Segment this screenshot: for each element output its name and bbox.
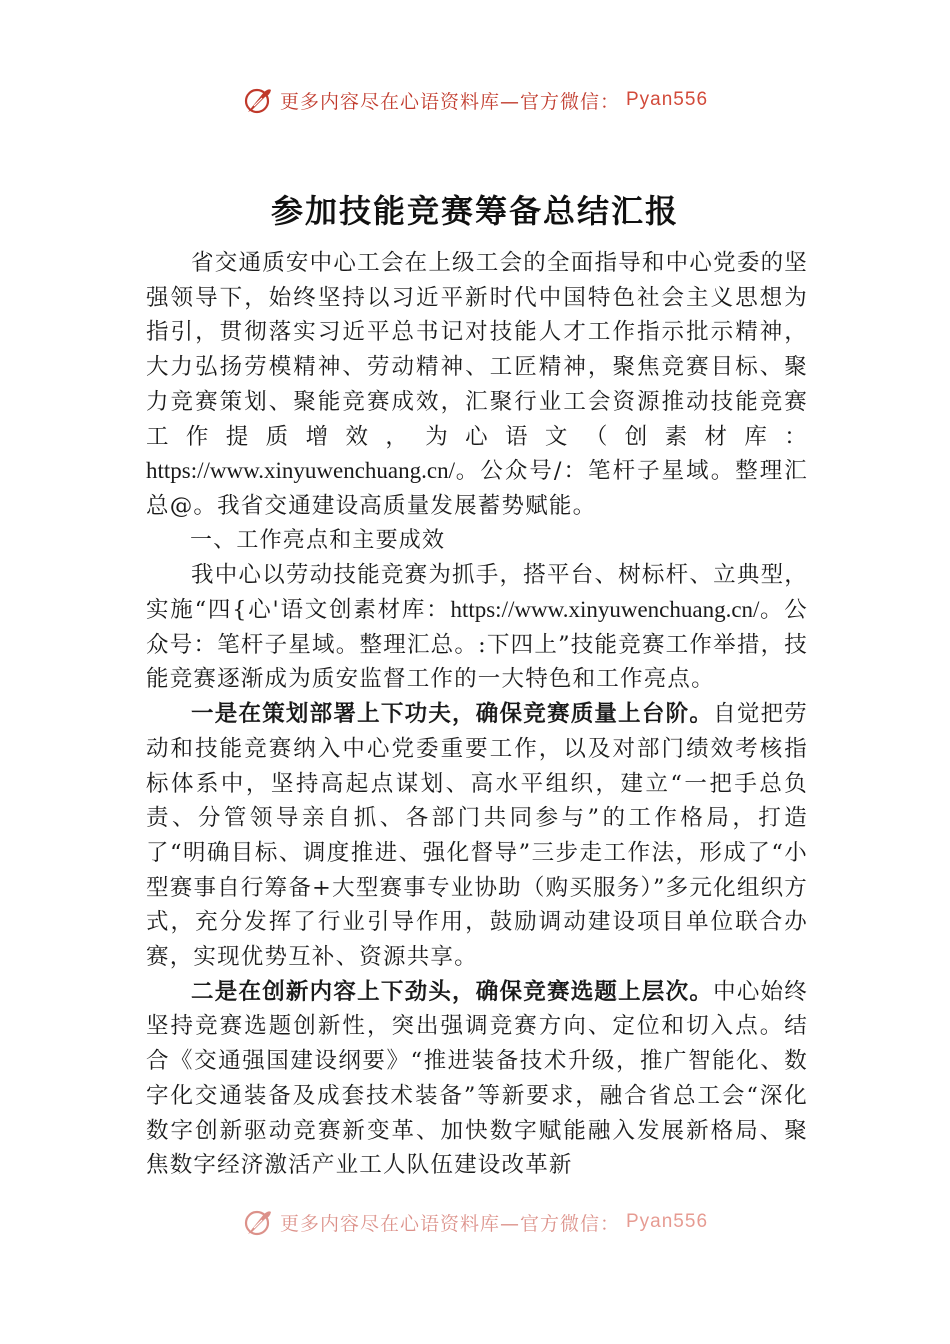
document-title: 参加技能竞赛筹备总结汇报 <box>270 192 679 230</box>
paragraph-highlights-text: 我中心以劳动技能竞赛为抓手，搭平台、树标杆、立典型，实施“四{心'语文创素材库： <box>146 562 808 624</box>
quill-logo-icon <box>242 1206 274 1238</box>
paragraph-highlights-tail: 。公众号：笔杆子星域。整理汇总。:下四上”技能竞赛工作举措，技能竞赛逐渐成为质安监督工作的一大特色和工作亮点。 <box>146 597 808 693</box>
footer-watermark-text: 更多内容尽在心语资料库—官方微信： <box>279 1212 620 1235</box>
paragraph-intro-tail: 。公众号/：笔杆子星域。整理汇总@。我省交通建设高质量发展蓄势赋能。 <box>146 458 808 519</box>
document-body <box>146 246 808 1216</box>
point-1-lead: 一是在策划部署上下功夫，确保竞赛质量上台阶。 <box>191 701 714 728</box>
paragraph-highlights <box>146 558 808 697</box>
watermark-wechat-id: Pyan556 <box>626 89 709 110</box>
point-2-lead: 二是在创新内容上下劲头，确保竞赛选题上层次。 <box>191 978 714 1005</box>
footer-watermark <box>0 1206 950 1238</box>
paragraph-point-1 <box>146 697 808 975</box>
footer-watermark-wechat-id: Pyan556 <box>626 1211 709 1232</box>
section-heading-1: 一、工作亮点和主要成效 <box>190 527 446 553</box>
point-1-body: 自觉把劳动和技能竞赛纳入中心党委重要工作，以及对部门绩效考核指标体系中，坚持高起点谋划、高水平组织，建立“一把手总负责、分管领导亲自抓、各部门共同参与”的工作格局，打造了“明确目标、调度推进、强化督导”三步走工作法，形成了“小型赛事自行筹备+大型赛事专业协助（购买服务）”多元化组织方式，充分发挥了行业引导作用，鼓励调动建设项目单位联合办赛，实现优势互补、资源共享。 <box>146 701 808 971</box>
header-watermark <box>0 84 950 116</box>
quill-logo-icon <box>242 84 274 116</box>
paragraph-intro <box>146 246 808 524</box>
point-2-body: 中心始终坚持竞赛选题创新性，突出强调竞赛方向、定位和切入点。结合《交通强国建设纲要》“推进装备技术升级，推广智能化、数字化交通装备及成套技术装备”等新要求，融合省总工会“深化数字创新驱动竞赛新变革、加快数字赋能融入发展新格局、聚焦数字经济激活产业工人队伍建设改革新 <box>146 978 808 1179</box>
paragraph-intro-url: https://www.xinyuwenchuang.cn/ <box>146 458 455 484</box>
watermark-text: 更多内容尽在心语资料库—官方微信： <box>279 90 620 113</box>
paragraph-point-2 <box>146 975 808 1183</box>
paragraph-highlights-url: https://www.xinyuwenchuang.cn/ <box>450 597 760 623</box>
paragraph-intro-text: 省交通质安中心工会在上级工会的全面指导和中心党委的坚强领导下，始终坚持以习近平新时代中国特色社会主义思想为指引，贯彻落实习近平总书记对技能人才工作指示批示精神，大力弘扬劳模精神、劳动精神、工匠精神，聚焦竞赛目标、聚力竞赛策划、聚能竞赛成效，汇聚行业工会资源推动技能竞赛工作提质增效，为心语文（创素材库： <box>146 250 808 450</box>
